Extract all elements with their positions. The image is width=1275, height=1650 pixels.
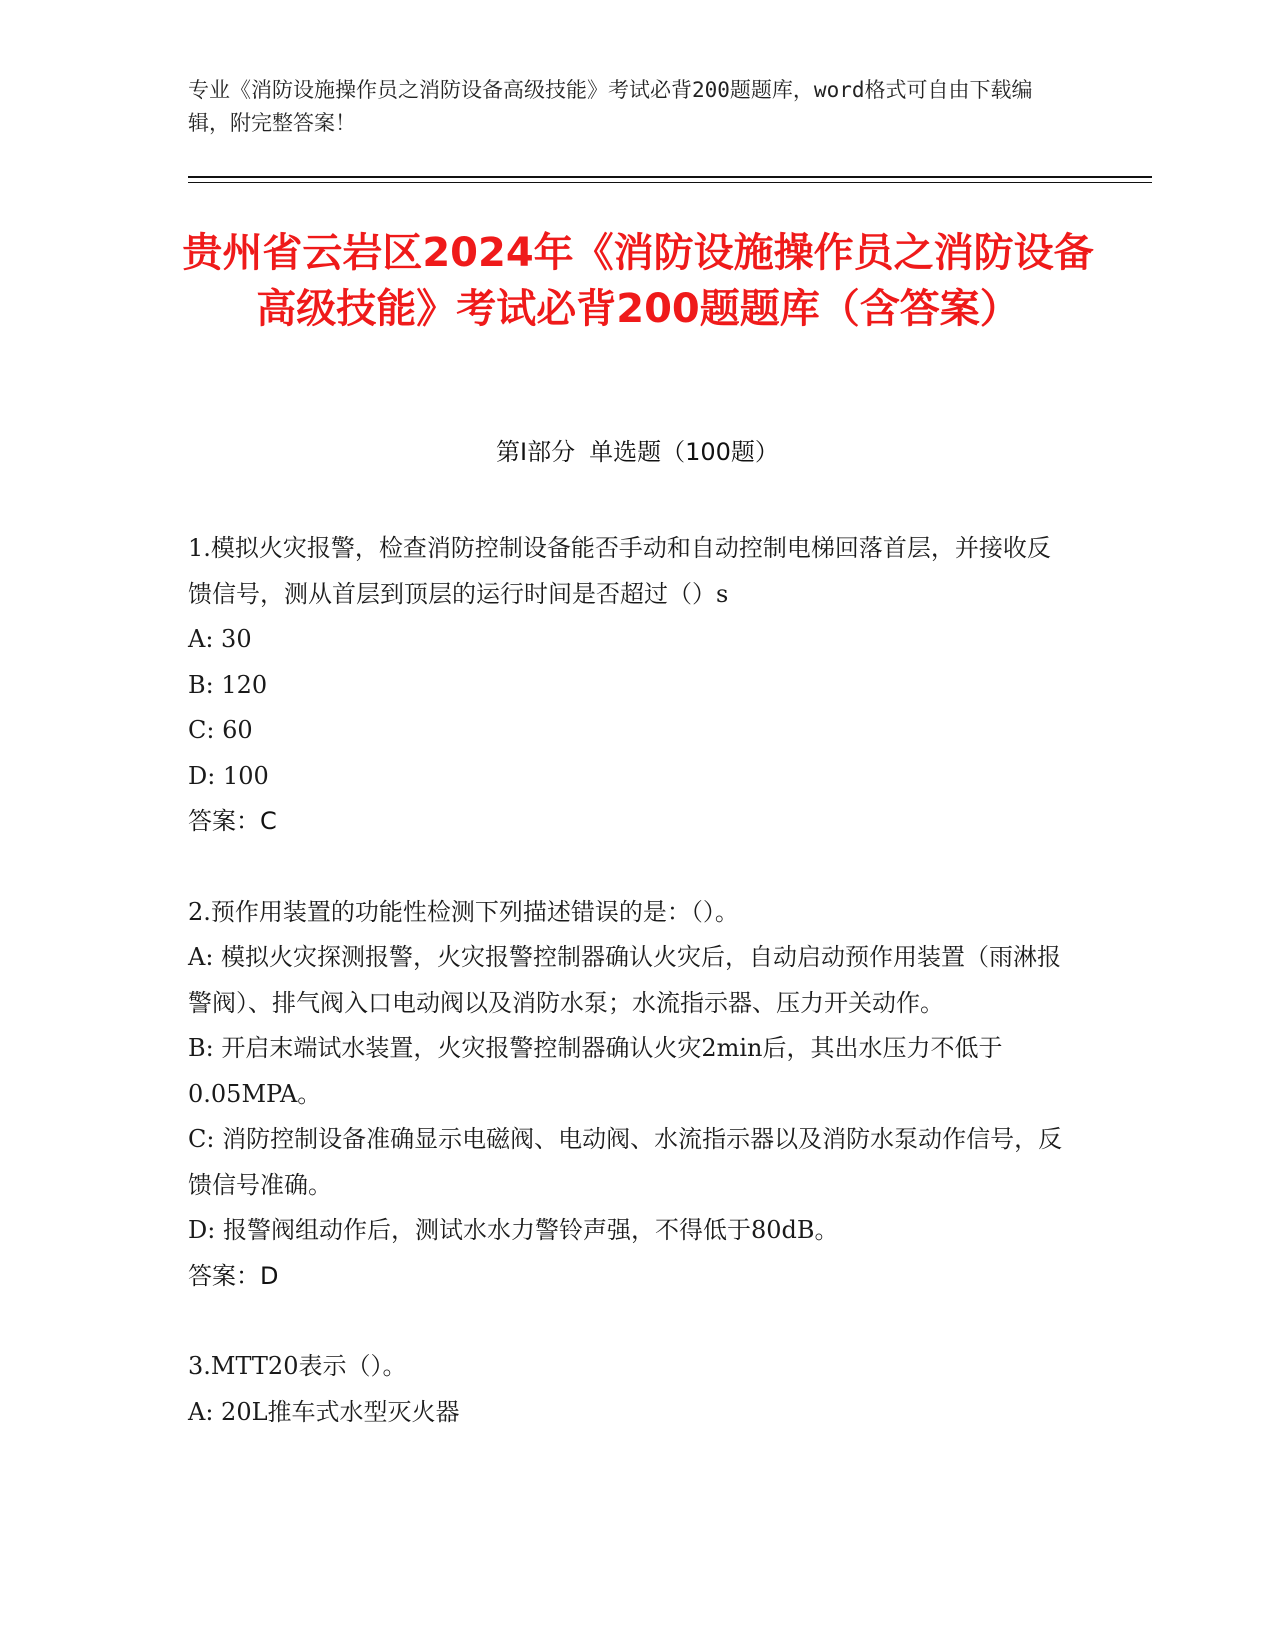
question-1 [188, 526, 1068, 845]
option-a: A: 30 [188, 625, 252, 653]
section-part: 第I部分 [496, 438, 576, 466]
option-a: A: 模拟火灾探测报警，火灾报警控制器确认火灾后，自动启动预作用装置（雨淋报警阀）、排气阀入口电动阀以及消防水泵；水流指示器、压力开关动作。 [188, 943, 1062, 1017]
question-stem: 3.MTT20表示（）。 [188, 1352, 407, 1380]
section-heading [0, 435, 1275, 469]
option-d: D: 100 [188, 761, 269, 790]
header-divider-thick [188, 176, 1152, 178]
question-3 [188, 1344, 1068, 1435]
option-b: B: 120 [188, 670, 268, 699]
question-answer: 答案：C [188, 807, 277, 835]
option-c: C: 60 [188, 716, 253, 744]
document-title: 贵州省云岩区2024年《消防设施操作员之消防设备高级技能》考试必背200题题库（含答案） [182, 230, 1094, 332]
option-b: B: 开启末端试水装置，火灾报警控制器确认火灾2min后，其出水压力不低于0.05MPA。 [188, 1034, 1003, 1108]
option-d: D: 报警阀组动作后，测试水水力警铃声强，不得低于80dB。 [188, 1216, 839, 1244]
option-c: C: 消防控制设备准确显示电磁阀、电动阀、水流指示器以及消防水泵动作信号，反馈信号准确。 [188, 1125, 1063, 1199]
question-list [188, 526, 1068, 1435]
header-note: 专业《消防设施操作员之消防设备高级技能》考试必背200题题库，word格式可自由下载编辑，附完整答案！ [188, 78, 1033, 135]
option-a: A: 20L推车式水型灭火器 [188, 1397, 460, 1426]
header-divider-thin [188, 182, 1152, 183]
section-name: 单选题（100题） [589, 438, 779, 466]
question-answer: 答案：D [188, 1261, 279, 1290]
question-stem: 2.预作用装置的功能性检测下列描述错误的是：（）。 [188, 897, 739, 926]
question-stem: 1.模拟火灾报警，检查消防控制设备能否手动和自动控制电梯回落首层，并接收反馈信号，测从首层到顶层的运行时间是否超过（）s [188, 534, 1051, 608]
question-2 [188, 890, 1068, 1300]
